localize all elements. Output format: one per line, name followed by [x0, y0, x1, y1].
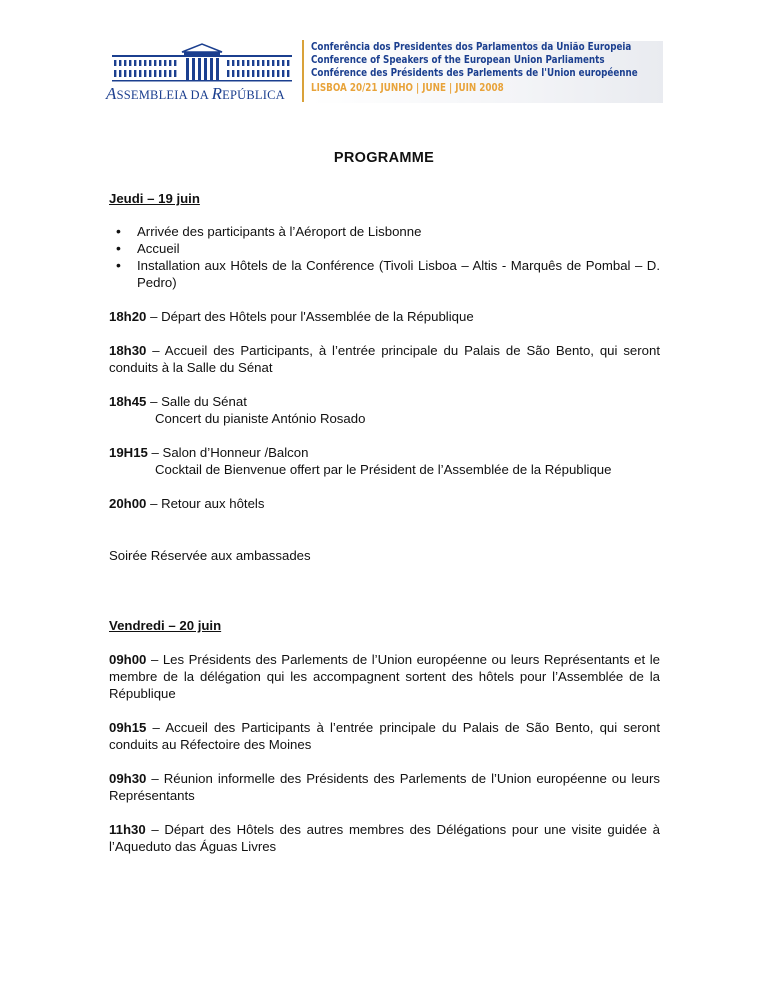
- assembleia-wordmark: ASSEMBLEIA DA REPÚBLICA: [106, 84, 285, 103]
- day2-heading: Vendredi – 20 juin: [109, 618, 222, 633]
- evening-note: Soirée Réservée aux ambassades: [109, 548, 311, 563]
- schedule-text: – Départ des Hôtels pour l'Assemblée de la République: [146, 309, 474, 324]
- header-divider: [302, 40, 304, 102]
- schedule-time: 20h00: [109, 496, 147, 511]
- schedule-item: [109, 821, 660, 855]
- schedule-text: – Retour aux hôtels: [146, 496, 265, 511]
- schedule-text: – Salon d’Honneur /Balcon: [147, 445, 309, 460]
- conference-title-en: Conference of Speakers of the European Union Parliaments: [311, 55, 605, 66]
- schedule-text: – Départ des Hôtels des autres membres des Délégations pour une visite guidée à l’Aqueduto das Águas Livres: [109, 822, 660, 854]
- schedule-time: 11h30: [109, 822, 146, 837]
- list-item: • Installation aux Hôtels de la Conférence (Tivoli Lisboa – Altis - Marquês de Pombal – D. Pedro): [137, 257, 660, 291]
- assembleia-logo: [106, 38, 298, 104]
- schedule-item: [109, 393, 660, 427]
- conference-title-block: [311, 41, 663, 103]
- schedule-time: 18h20: [109, 309, 147, 324]
- schedule-text: – Accueil des Participants, à l’entrée principale du Palais de São Bento, qui seront conduits à la Salle du Sénat: [109, 343, 660, 375]
- schedule-subtext: Concert du pianiste António Rosado: [155, 411, 366, 426]
- schedule-item: [109, 308, 660, 325]
- day1-heading: Jeudi – 19 juin: [109, 191, 200, 206]
- conference-title-fr: Conférence des Présidents des Parlements de l'Union européenne: [311, 68, 638, 79]
- schedule-item: [109, 770, 660, 804]
- conference-title-pt: Conferência dos Presidentes dos Parlamentos da União Europeia: [311, 42, 632, 53]
- schedule-text: – Les Présidents des Parlements de l’Union européenne ou leurs Représentants et le membre de la délégation qui les accompagnent sortent des hôtels pour l’Assemblée de la République: [109, 652, 660, 701]
- schedule-item: [109, 495, 660, 512]
- page-title: PROGRAMME: [333, 150, 435, 166]
- schedule-time: 09h00: [109, 652, 147, 667]
- programme-body: [109, 190, 660, 855]
- schedule-item: [109, 651, 660, 702]
- schedule-time: 18h30: [109, 343, 147, 358]
- list-item: • Accueil: [137, 240, 660, 257]
- list-item: • Arrivée des participants à l’Aéroport de Lisbonne: [137, 223, 660, 240]
- day1-bullets: [109, 223, 660, 291]
- schedule-text: – Réunion informelle des Présidents des Parlements de l’Union européenne ou leurs Représentants: [109, 771, 660, 803]
- schedule-subtext: Cocktail de Bienvenue offert par le Président de l’Assemblée de la République: [155, 462, 612, 477]
- schedule-item: [109, 719, 660, 753]
- schedule-time: 19H15: [109, 445, 148, 460]
- schedule-time: 09h30: [109, 771, 147, 786]
- conference-date: LISBOA 20/21 JUNHO | JUNE | JUIN 2008: [311, 83, 504, 94]
- schedule-time: 09h15: [109, 720, 147, 735]
- schedule-item: [109, 342, 660, 376]
- schedule-time: 18h45: [109, 394, 147, 409]
- schedule-text: – Accueil des Participants à l’entrée principale du Palais de São Bento, qui seront conduits au Réfectoire des Moines: [109, 720, 660, 752]
- parliament-building-icon: [112, 42, 292, 82]
- schedule-item: [109, 444, 660, 478]
- schedule-text: – Salle du Sénat: [146, 394, 247, 409]
- conference-header: [106, 38, 660, 104]
